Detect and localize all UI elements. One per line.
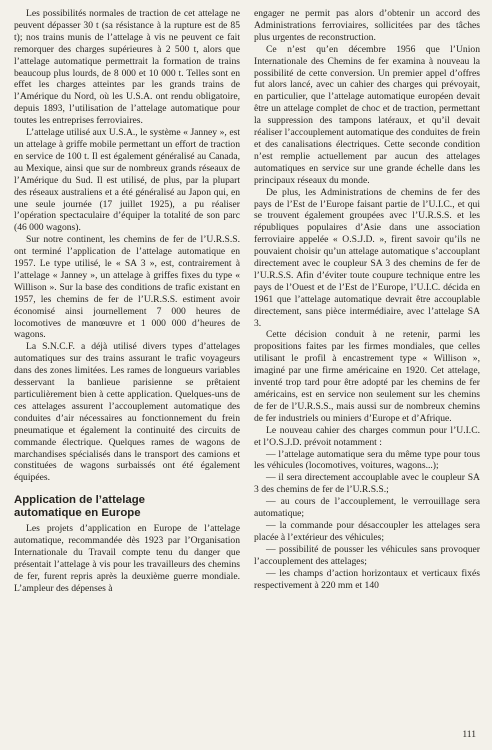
paragraph: Cette décision conduit à ne retenir, parmi les propositions faites par les firmes mondiales, que celles utilisant le profil à encastrement type « Willison », imaginé par une firme américaine en 1920. Cet attelage, inventé trop tard pour être adopté par les chemins de fer américains, est en service non seulement sur les chemins de fer de l’U.R.S.S., mais aussi sur de nombreux chemins de fer industriels ou miniers d’Europe et d’Afrique. bbox=[254, 329, 480, 424]
paragraph: La S.N.C.F. a déjà utilisé divers types d’attelages automatiques sur des trains assurant le trafic voyageurs dans des zones limitées. Les rames de longueurs variables desservant la banlieue parisienne se prêtaient particulièrement bien à cette application. Quelques-uns de ces attelages assurent l’accouplement automatique des conduites d’air nécessaires au fonctionnement du frein pneumatique et également la continuité des circuits de commande électrique. Quelques rames de wagons de marchandises spécialisés dans le transport des camions et constituées de wagons surbaissés ont été également équipées. bbox=[14, 341, 240, 484]
list-item: — la commande pour désaccoupler les attelages sera placée à l’extérieur des véhicules; bbox=[254, 519, 480, 543]
list-item: — possibilité de pousser les véhicules sans provoquer l’accouplement des attelages; bbox=[254, 543, 480, 567]
paragraph: Le nouveau cahier des charges commun pour l’U.I.C. et l’O.S.J.D. prévoit notamment : bbox=[254, 424, 480, 448]
requirements-list bbox=[254, 449, 480, 592]
paragraph: Les projets d’application en Europe de l’attelage automatique, recommandée dès 1923 par l’Organisation Internationale du Travail compte tenu du danger que présentait l’attelage à vis pour les travailleurs des chemins de fer, furent repris après la deuxième guerre mondiale. L’ampleur des dépenses à bbox=[14, 523, 240, 594]
right-column bbox=[254, 8, 480, 591]
paragraph: Les possibilités normales de traction de cet attelage ne peuvent dépasser 30 t (sa résistance à la rupture est de 85 t); nos trains munis de l’attelage à vis ne peuvent ce fait remorquer des charges supérieures à 2 500 t, alors que l’attelage automatique permettrait la formation de trains beaucoup plus lourds, de 8 000 et 10 000 t. Telles sont en effet les charges atteintes par les grands trains de l’Amérique du Nord, où les U.S.A. ont rendu obligatoire, depuis 1893, l’utilisation de l’attelage automatique pour toutes les entreprises ferroviaires. bbox=[14, 8, 240, 127]
page-number: 111 bbox=[462, 729, 476, 740]
two-column-body bbox=[14, 8, 480, 595]
list-item: — au cours de l’accouplement, le verrouillage sera automatique; bbox=[254, 496, 480, 520]
paragraph: Ce n’est qu’en décembre 1956 que l’Union Internationale des Chemins de fer examina à nouveau la possibilité de cette conversion. Un premier appel d’offres fut alors lancé, avec un cahier des charges qui prévoyait, en particulier, que l’attelage automatique européen devait être un attelage complet de choc et de traction, permettant la suppression des tampons latéraux, et qu’il devait réaliser l’accouplement automatique des conduites de frein et des canalisations électriques. Cette seconde condition n’est remplie actuellement par aucun des attelages automatiques en service sur une grande échelle dans les principaux réseaux du monde. bbox=[254, 43, 480, 186]
list-item: — l’attelage automatique sera du même type pour tous les véhicules (locomotives, voitures, wagons...); bbox=[254, 448, 480, 472]
list-item: — il sera directement accouplable avec le coupleur SA 3 des chemins de fer de l’U.R.S.S.; bbox=[254, 472, 480, 496]
section-heading-line: Application de l’attelage bbox=[14, 494, 146, 507]
paragraph: Sur notre continent, les chemins de fer de l’U.R.S.S. ont terminé l’application de l’attelage automatique en 1957. Le type utilisé, le « SA 3 », est, contrairement à l’attelage « Janney », un attelage à griffes fixes du type « Willison ». Sur la base des conditions de trafic existant en 1957, les chemins de fer de l’U.R.S.S. estiment avoir économisé ainsi journellement 7 000 heures de locomotives de manœuvre et 1 000 000 d’heures de wagons. bbox=[14, 234, 240, 341]
paragraph: engager ne permit pas alors d’obtenir un accord des Administrations ferroviaires, sollicitées par des tâches plus urgentes de reconstruction. bbox=[254, 8, 480, 43]
section-heading bbox=[14, 494, 240, 519]
left-column bbox=[14, 8, 240, 595]
list-item: — les champs d’action horizontaux et verticaux fixés respectivement à 220 mm et 140 bbox=[254, 567, 480, 591]
paragraph: L’attelage utilisé aux U.S.A., le système « Janney », est un attelage à griffe mobile permettant un effort de traction en service de 100 t. Il est également généralisé au Canada, au Mexique, ainsi que sur de nombreux grands réseaux de l’Amérique du Sud. Il est utilisé, de plus, par la plupart des réseaux australiens et a été généralisé au Japon qui, en une seule journée (17 juillet 1925), a pu réaliser l’opération spectaculaire d’équiper la totalité de son parc (46 000 wagons). bbox=[14, 127, 240, 234]
section-heading-line: automatique en Europe bbox=[14, 506, 141, 519]
paragraph: De plus, les Administrations de chemins de fer des pays de l’Est de l’Europe faisant partie de l’U.I.C., et qui se trouvent également groupées avec l’U.R.S.S. et les républiques populaires d’Asie dans une association ferroviaire appelée « O.S.J.D. », firent savoir qu’ils ne pouvaient choisir qu’un attelage automatique s’accouplant directement avec le coupleur SA 3 des chemins de fer de l’U.R.S.S. Afin d’éviter toute coupure technique entre les pays de l’Ouest et de l’Est de l’Europe, l’U.I.C. décida en 1961 que l’attelage automatique devrait être accouplable directement, sans pièce intermédiaire, avec l’attelage SA 3. bbox=[254, 186, 480, 329]
